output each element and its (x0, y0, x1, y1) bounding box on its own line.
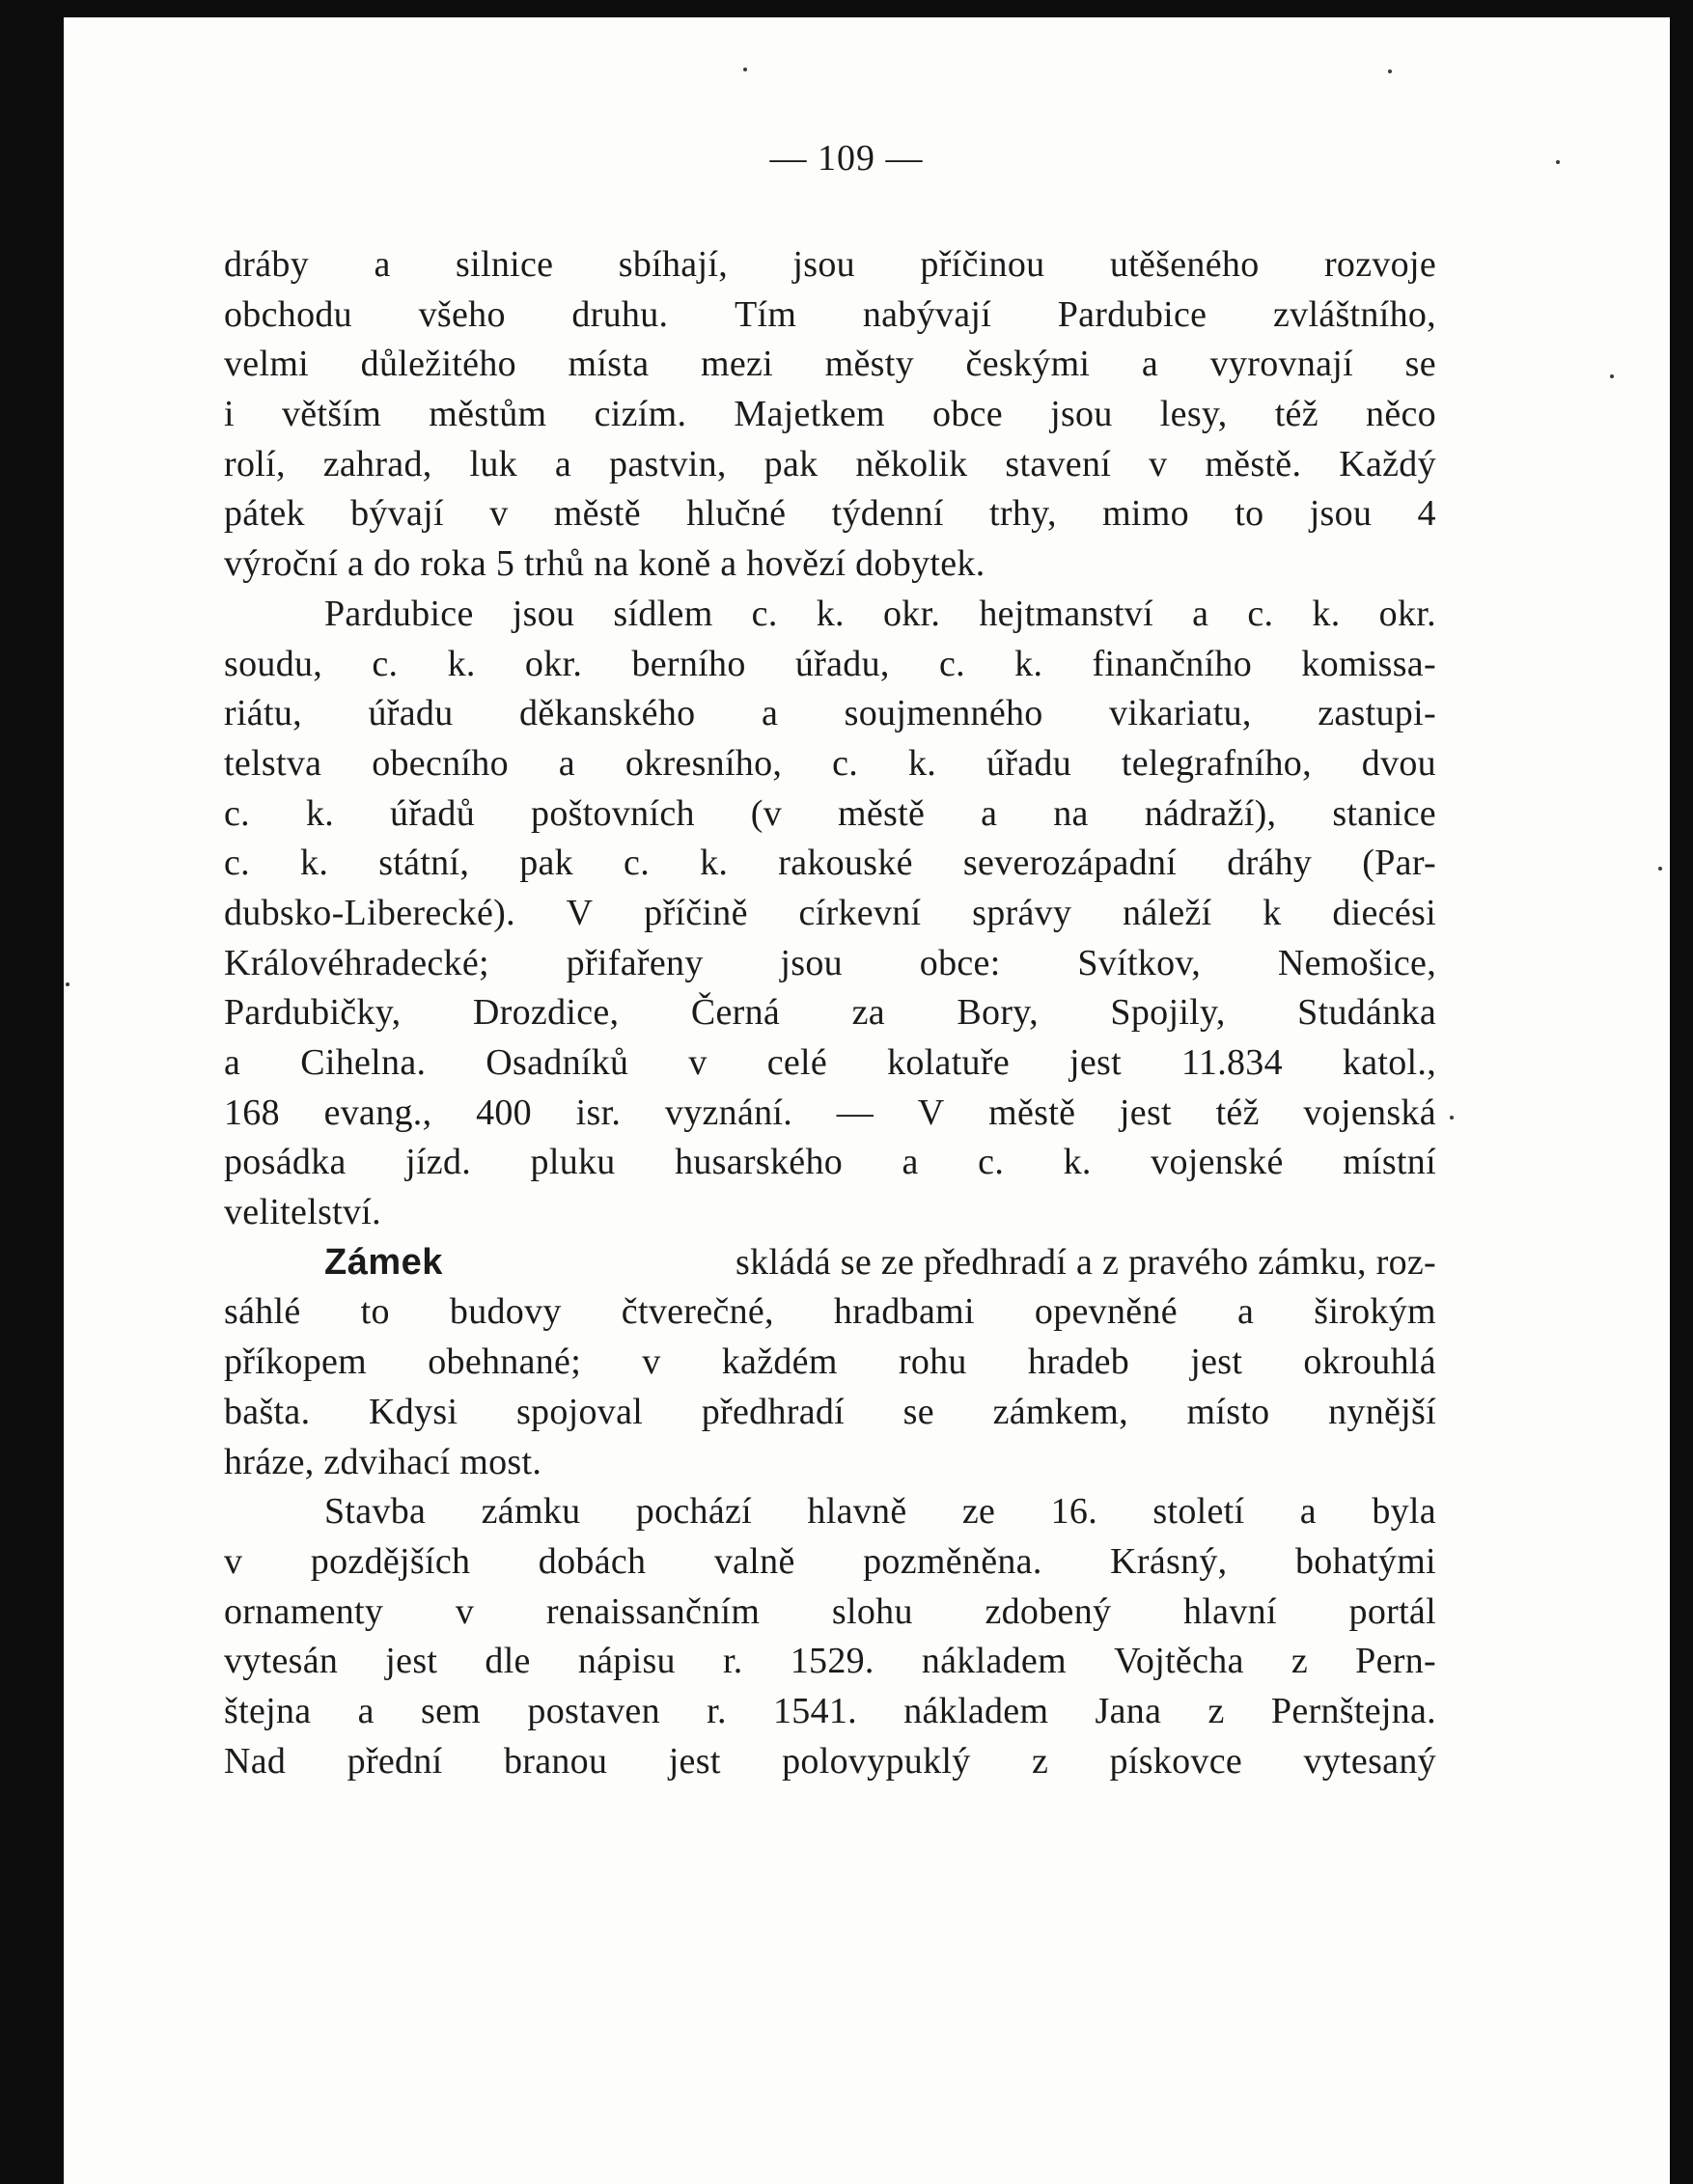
word: postaven (527, 1690, 660, 1731)
word: c. (372, 643, 399, 684)
word: vojenské (1151, 1142, 1284, 1183)
word: bašta. (224, 1391, 311, 1432)
word: za (851, 992, 885, 1034)
word: několik (855, 443, 968, 484)
word: Nad (224, 1740, 287, 1782)
word: c. (751, 593, 778, 634)
word: v (642, 1341, 661, 1383)
word: století (1152, 1491, 1245, 1533)
word: trhy, (989, 493, 1057, 535)
word: přední (347, 1740, 443, 1782)
text-line (224, 1338, 1436, 1388)
word: bohatými (1294, 1540, 1436, 1582)
word: něco (1366, 394, 1436, 435)
word: Stavba (324, 1491, 427, 1533)
text-line (224, 1588, 1436, 1638)
word: hradbami (833, 1291, 975, 1333)
word: okr. (524, 643, 583, 684)
text-line (224, 390, 1436, 440)
text-line (224, 640, 1436, 690)
word: jsou (1309, 493, 1373, 535)
word: jsou (512, 593, 575, 634)
word: Majetkem (734, 394, 885, 435)
word: v (455, 1590, 475, 1632)
word: jest (1119, 1092, 1172, 1133)
word: v (489, 493, 509, 535)
word: dráhy (1227, 843, 1313, 884)
word: byla (1372, 1491, 1436, 1533)
word: diecési (1332, 892, 1436, 933)
word: zdobený (985, 1590, 1112, 1632)
word: se (1404, 344, 1436, 385)
word: a (902, 1142, 919, 1183)
scan-speck (1610, 374, 1614, 378)
word: nynější (1328, 1391, 1436, 1432)
word: městě (988, 1092, 1076, 1133)
word: štejna (224, 1690, 312, 1731)
word: c. (832, 742, 859, 784)
text-line (224, 1138, 1436, 1188)
word: se (902, 1391, 934, 1432)
word: 11.834 (1181, 1042, 1283, 1083)
word: c. (224, 843, 250, 884)
word: okrouhlá (1303, 1341, 1436, 1383)
word: Nemošice, (1277, 942, 1436, 983)
word: Osadníků (486, 1042, 629, 1083)
word: 168 (224, 1092, 280, 1133)
word: to (360, 1291, 390, 1333)
word: důležitého (360, 344, 516, 385)
text-line (224, 889, 1436, 939)
word: místa (568, 344, 650, 385)
word: c. (624, 843, 651, 884)
word: městě. (1205, 443, 1302, 484)
word: a (1141, 344, 1159, 385)
word: Královéhradecké; (224, 942, 489, 983)
scan-speck (1450, 1116, 1454, 1120)
word: mimo (1102, 493, 1189, 535)
word: rozvoje (1323, 244, 1436, 285)
word: komissa- (1301, 643, 1436, 684)
word: dráby (224, 244, 310, 285)
text-line: velitelství. (224, 1192, 381, 1233)
word: k (1263, 892, 1282, 933)
text-line (224, 1287, 1436, 1338)
word: dvou (1361, 742, 1436, 784)
word: městě (838, 792, 926, 834)
word: Bory, (957, 992, 1039, 1034)
body-text (224, 240, 1436, 1786)
word: ornamenty (224, 1590, 384, 1632)
word: jest (668, 1740, 721, 1782)
word: a (1236, 1291, 1255, 1333)
word: ze (961, 1491, 996, 1533)
text-line (224, 1388, 1436, 1438)
word: příčině (644, 892, 748, 933)
word: místo (1186, 1391, 1270, 1432)
section-heading: Zámek (324, 1241, 443, 1283)
word: Spojily, (1110, 992, 1226, 1034)
word: hlučné (686, 493, 787, 535)
text-line (224, 440, 1436, 490)
word: místní (1343, 1142, 1436, 1183)
word: portál (1348, 1590, 1436, 1632)
word: předhradí (701, 1391, 846, 1432)
text-line (224, 689, 1436, 739)
word: větším (282, 394, 382, 435)
word: na (1053, 792, 1089, 834)
word: hejtmanství (979, 593, 1153, 634)
text-line (224, 1089, 1436, 1139)
word: vyrovnají (1209, 344, 1354, 385)
word: Každý (1339, 443, 1436, 484)
word: a (224, 1042, 241, 1083)
word: městy (824, 344, 914, 385)
word: c. (978, 1142, 1005, 1183)
word: vikariatu, (1109, 693, 1252, 734)
word: církevní (798, 892, 922, 933)
word: sem (421, 1690, 482, 1731)
word: jest (385, 1641, 438, 1682)
word: V (917, 1092, 945, 1133)
text-line (224, 340, 1436, 390)
word: to (1235, 493, 1264, 535)
word: obecního (372, 742, 509, 784)
text-line (224, 789, 1436, 840)
word: hlavně (807, 1491, 907, 1533)
text-line (224, 290, 1436, 341)
word: Krásný, (1110, 1540, 1228, 1582)
word: a (761, 693, 779, 734)
word: posádka (224, 1142, 347, 1183)
text-line (224, 240, 1436, 290)
word: každém (721, 1341, 838, 1383)
word: telstva (224, 742, 322, 784)
word: renaissančním (545, 1590, 761, 1632)
word: Kdysi (369, 1391, 458, 1432)
word: vyznání. (664, 1092, 793, 1133)
word: rakouské (778, 843, 913, 884)
word: dubsko-Liberecké). (224, 892, 515, 933)
word: k. (1312, 593, 1341, 634)
word: Černá (690, 992, 781, 1034)
word: k. (816, 593, 845, 634)
word: husarského (675, 1142, 844, 1183)
word: — (836, 1092, 874, 1133)
word: luk (469, 443, 517, 484)
word: a (558, 742, 575, 784)
text-line (224, 839, 1436, 889)
word: pískovce (1109, 1740, 1243, 1782)
word: úřadů (390, 792, 476, 834)
word: Studánka (1297, 992, 1436, 1034)
text-line (224, 1537, 1436, 1588)
text-line (224, 1038, 1436, 1089)
word: c. (1247, 593, 1274, 634)
word: okr. (882, 593, 941, 634)
word: dobách (538, 1540, 647, 1582)
text-line: hráze, zdvihací most. (224, 1441, 542, 1482)
text-line (224, 1238, 1436, 1288)
word: spojoval (515, 1391, 644, 1432)
word: z (1031, 1740, 1049, 1782)
word: nákladem (921, 1641, 1067, 1682)
word: a (1192, 593, 1209, 634)
word: utěšeného (1109, 244, 1260, 285)
word: 4 (1417, 493, 1436, 535)
word: r. (707, 1690, 727, 1731)
text-line (224, 1637, 1436, 1687)
word: soujmenného (844, 693, 1043, 734)
word: též (1215, 1092, 1260, 1133)
word: v (1149, 443, 1168, 484)
word: městům (429, 394, 547, 435)
word: českými (965, 344, 1091, 385)
word: sbíhají, (618, 244, 728, 285)
word: c. (224, 792, 250, 834)
word: okresního, (624, 742, 783, 784)
word: k. (305, 792, 335, 834)
word: příkopem (224, 1341, 368, 1383)
scan-speck (1388, 69, 1392, 73)
word: pluku (530, 1142, 616, 1183)
word: telegrafního, (1121, 742, 1312, 784)
word: katol., (1342, 1042, 1436, 1083)
word: pastvin, (609, 443, 727, 484)
word: c. (938, 643, 965, 684)
text-line (224, 739, 1436, 789)
word: státní, (378, 843, 470, 884)
word: 400 (476, 1092, 532, 1133)
word: stanice (1332, 792, 1436, 834)
word: a (981, 792, 998, 834)
word: i (224, 394, 235, 435)
word: přifařeny (566, 942, 704, 983)
word: Pern- (1355, 1641, 1436, 1682)
scan-border-top (0, 0, 1693, 17)
word: sídlem (613, 593, 713, 634)
word: r. (722, 1641, 743, 1682)
word: Drozdice, (472, 992, 620, 1034)
word: vojenská (1303, 1092, 1436, 1133)
text-line (224, 1737, 1436, 1787)
word: všeho (418, 293, 506, 335)
word: zámku (481, 1491, 581, 1533)
text-line (224, 1687, 1436, 1737)
word: Pardubičky, (224, 992, 402, 1034)
word: jsou (792, 244, 855, 285)
word: severozápadní (962, 843, 1178, 884)
word: zámkem, (992, 1391, 1128, 1432)
word: Jana (1095, 1690, 1162, 1731)
word: mezi (700, 344, 774, 385)
word: Vojtěcha (1114, 1641, 1244, 1682)
word: berního (631, 643, 746, 684)
word: k. (1063, 1142, 1092, 1183)
word: zastupi- (1318, 693, 1436, 734)
word: jízd. (405, 1142, 472, 1183)
word: (v (750, 792, 783, 834)
word: 16. (1050, 1491, 1098, 1533)
word: úřadu (985, 742, 1071, 784)
word: v (224, 1540, 243, 1582)
word: Pardubice (1057, 293, 1207, 335)
word: dle (485, 1641, 531, 1682)
word: (Par- (1362, 843, 1436, 884)
word: rolí, (224, 443, 286, 484)
page-number: — 109 — (769, 138, 924, 179)
scan-speck (743, 68, 747, 71)
word: druhu. (571, 293, 669, 335)
word: soudu, (224, 643, 323, 684)
word: rohu (898, 1341, 967, 1383)
word: k. (300, 843, 329, 884)
text-line (224, 1487, 1436, 1537)
word: širokým (1314, 1291, 1436, 1333)
word: finančního (1092, 643, 1253, 684)
word: pozdějších (310, 1540, 471, 1582)
word: děkanského (519, 693, 696, 734)
word: a (554, 443, 572, 484)
word: poštovních (531, 792, 695, 834)
word: riátu, (224, 693, 302, 734)
word: z (1291, 1641, 1309, 1682)
word: a (1299, 1491, 1317, 1533)
word: silnice (456, 244, 554, 285)
text-line (224, 939, 1436, 989)
word: náleží (1123, 892, 1212, 933)
word: k. (447, 643, 476, 684)
word: kolatuře (887, 1042, 1010, 1083)
word: úřadu (368, 693, 454, 734)
word: pak (763, 443, 819, 484)
word: 1529. (790, 1641, 874, 1682)
word: bývají (350, 493, 444, 535)
word: nabývají (862, 293, 992, 335)
word: Pardubice (324, 593, 474, 634)
word: obchodu (224, 293, 352, 335)
word: z (1207, 1690, 1225, 1731)
scan-speck (66, 982, 69, 986)
word: budovy (449, 1291, 562, 1333)
word: polovypuklý (782, 1740, 971, 1782)
text-line (224, 489, 1436, 539)
word: opevněné (1034, 1291, 1178, 1333)
word: k. (907, 742, 937, 784)
word: k. (1014, 643, 1043, 684)
word: nápisu (577, 1641, 676, 1682)
word: isr. (575, 1092, 622, 1133)
word: jsou (1050, 394, 1113, 435)
word: hradeb (1027, 1341, 1130, 1383)
word: cizím. (594, 394, 687, 435)
word: obce (932, 394, 1003, 435)
word: pochází (635, 1491, 753, 1533)
text-line (224, 988, 1436, 1038)
word: nádraží), (1144, 792, 1277, 834)
word: stavení (1005, 443, 1112, 484)
word: jsou (780, 942, 843, 983)
word: Tím (734, 293, 797, 335)
word: V (566, 892, 594, 933)
word: obehnané; (428, 1341, 582, 1383)
word: Pernštejna. (1270, 1690, 1436, 1731)
word: a (374, 244, 391, 285)
word: v (688, 1042, 708, 1083)
word: městě (553, 493, 641, 535)
word: slohu (831, 1590, 913, 1632)
word: pak (519, 843, 573, 884)
word: branou (503, 1740, 608, 1782)
word: jest (1069, 1042, 1122, 1083)
word: pátek (224, 493, 305, 535)
word: lesy, (1159, 394, 1228, 435)
word: příčinou (920, 244, 1045, 285)
scan-border-left (0, 0, 64, 2184)
word: jest (1190, 1341, 1243, 1383)
text-line: výroční a do roka 5 trhů na koně a hovězí dobytek. (224, 543, 985, 585)
text-span: skládá se ze předhradí a z pravého zámku, roz- (735, 1241, 1436, 1283)
scan-speck (1658, 867, 1662, 871)
word: zahrad, (322, 443, 432, 484)
word: Svítkov, (1077, 942, 1202, 983)
word: vytesán (224, 1641, 339, 1682)
word: čtverečné, (621, 1291, 774, 1333)
word: pozměněna. (863, 1540, 1042, 1582)
word: zvláštního, (1272, 293, 1436, 335)
word: obce: (919, 942, 1001, 983)
word: k. (700, 843, 729, 884)
word: velmi (224, 344, 310, 385)
word: Cihelna. (300, 1042, 427, 1083)
word: správy (972, 892, 1072, 933)
scan-border-right (1670, 0, 1693, 2184)
word: valně (713, 1540, 795, 1582)
word: nákladem (903, 1690, 1049, 1731)
word: hlavní (1183, 1590, 1277, 1632)
word: úřadu, (794, 643, 890, 684)
word: celé (766, 1042, 828, 1083)
word: sáhlé (224, 1291, 301, 1333)
word: též (1274, 394, 1318, 435)
word: evang., (323, 1092, 432, 1133)
word: okr. (1378, 593, 1436, 634)
word: vytesaný (1303, 1740, 1436, 1782)
word: týdenní (831, 493, 944, 535)
text-line (224, 590, 1436, 640)
word: 1541. (772, 1690, 857, 1731)
word: a (357, 1690, 375, 1731)
